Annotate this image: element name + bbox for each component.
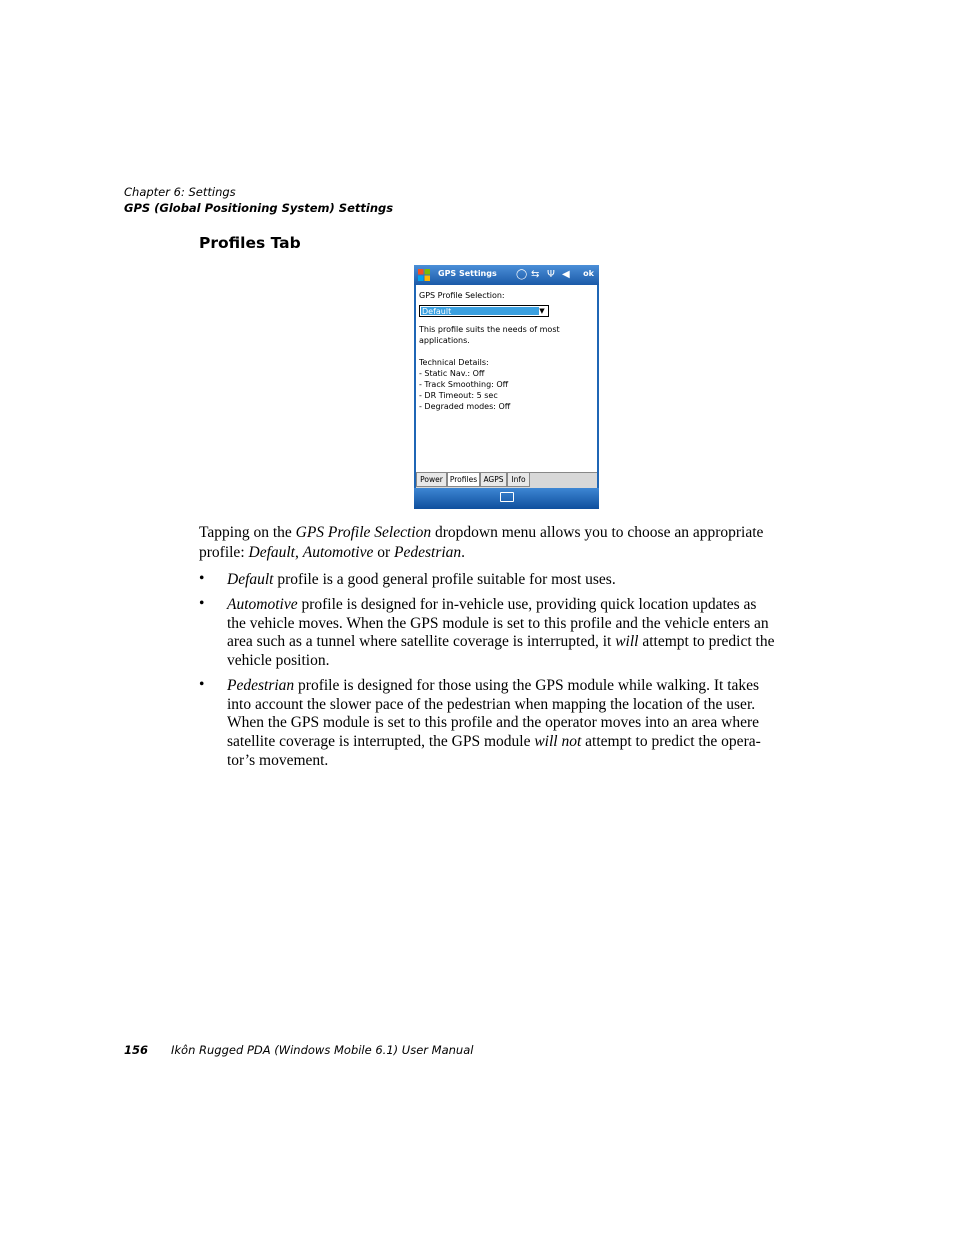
pda-content — [416, 285, 597, 472]
pda-screenshot — [414, 265, 599, 509]
bullet-default-line — [227, 570, 616, 589]
bullet-pedestrian-line: tor’s movement. — [227, 752, 329, 769]
text: dropdown menu allows you to choose an appropriate — [431, 524, 764, 541]
text: profile is designed for those using the GPS module while walking. It takes — [294, 677, 760, 694]
intro-line — [199, 523, 763, 542]
tab-profiles[interactable]: Profiles — [447, 473, 480, 487]
emphasis: will not — [534, 733, 582, 750]
profile-description: applications. — [419, 336, 470, 345]
bullet-pedestrian-line — [227, 732, 761, 751]
connectivity-icon[interactable]: ⇆ — [531, 269, 540, 280]
tab-power[interactable]: Power — [416, 473, 447, 487]
text: . — [461, 544, 466, 561]
bullet-pedestrian-line: When the GPS module is set to this profile and the operator moves into an area where — [227, 714, 760, 731]
chevron-down-icon: ▼ — [539, 307, 545, 315]
text: attempt to predict the — [638, 633, 775, 650]
emphasis: Default — [248, 544, 295, 561]
bullet-automotive-line: the vehicle moves. When the GPS module is set to this profile and the vehicle enters an — [227, 615, 769, 632]
text: profile: — [199, 544, 249, 561]
emphasis: will — [615, 633, 639, 650]
text: Tapping on the — [199, 524, 296, 541]
profile-dropdown-value: Default — [421, 307, 539, 315]
text: satellite coverage is interrupted, the GPS module — [227, 733, 535, 750]
text: profile is a good general profile suitable for most uses. — [273, 571, 616, 588]
text: or — [373, 544, 395, 561]
bullet-marker: • — [199, 570, 205, 587]
page-title: Profiles Tab — [199, 234, 301, 252]
technical-detail: - Static Nav.: Off — [419, 369, 485, 378]
bullet-pedestrian-line — [227, 676, 759, 695]
emphasis: GPS Profile Selection — [295, 524, 432, 541]
technical-detail: - Track Smoothing: Off — [419, 380, 509, 389]
windows-start-icon[interactable] — [417, 268, 431, 282]
bullet-marker: • — [199, 676, 205, 693]
signal-icon[interactable]: Ψ — [547, 269, 555, 280]
bullet-marker: • — [199, 595, 205, 612]
ok-button[interactable]: ok — [583, 269, 594, 278]
keyboard-icon[interactable] — [500, 492, 514, 502]
bullet-automotive-line — [227, 632, 774, 651]
text: attempt to predict the opera- — [581, 733, 761, 750]
speaker-icon[interactable]: ◀ — [562, 269, 570, 280]
text: , — [295, 544, 303, 561]
technical-details-title: Technical Details: — [419, 358, 489, 367]
chat-icon[interactable]: ◯ — [516, 269, 528, 280]
tab-info[interactable]: Info — [507, 473, 530, 487]
technical-detail: - DR Timeout: 5 sec — [419, 391, 498, 400]
tab-agps[interactable]: AGPS — [480, 473, 507, 487]
emphasis: Automotive — [227, 596, 298, 613]
emphasis: Automotive — [302, 544, 374, 561]
bullet-pedestrian-line: into account the slower pace of the pedestrian when mapping the location of the user. — [227, 696, 756, 713]
text: profile is designed for in-vehicle use, providing quick location updates as — [297, 596, 757, 613]
pda-tab-bar — [416, 472, 597, 488]
text: area such as a tunnel where satellite coverage is interrupted, it — [227, 633, 616, 650]
profile-selection-label: GPS Profile Selection: — [419, 291, 505, 300]
emphasis: Pedestrian — [394, 544, 462, 561]
bullet-automotive-line — [227, 595, 756, 614]
intro-line — [199, 543, 465, 562]
technical-detail: - Degraded modes: Off — [419, 402, 511, 411]
emphasis: Pedestrian — [227, 677, 295, 694]
emphasis: Default — [227, 571, 274, 588]
page-number: 156 — [124, 1043, 149, 1057]
profile-dropdown[interactable] — [419, 305, 549, 317]
pda-menubar — [414, 488, 599, 509]
section-header: GPS (Global Positioning System) Settings — [124, 201, 394, 215]
chapter-header: Chapter 6: Settings — [124, 185, 236, 199]
pda-titlebar — [414, 265, 599, 285]
pda-window-title: GPS Settings — [438, 269, 497, 278]
bullet-automotive-line: vehicle position. — [227, 652, 330, 669]
profile-description: This profile suits the needs of most — [419, 325, 560, 334]
manual-title: Ikôn Rugged PDA (Windows Mobile 6.1) User Manual — [171, 1043, 474, 1057]
